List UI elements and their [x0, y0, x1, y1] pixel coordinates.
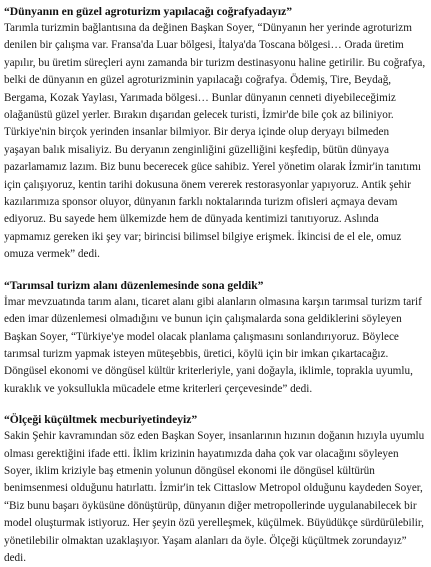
section-heading: “Ölçeği küçültmek mecburiyetindeyiz” [4, 413, 198, 427]
section-olcegi-kucultmek [4, 412, 427, 567]
section-heading: “Tarımsal turizm alanı düzenlemesinde sona geldik” [4, 278, 264, 292]
section-paragraph: Sakin Şehir kavramından söz eden Başkan Soyer, insanlarının hızının doğanın hızıyla uyumlu olması gerektiğini ifade etti. İklim krizinin hayatımızda daha çok var olacağını söyleyen Soyer, iklim kriziyle baş etmenin yolunun döngüsel ekonomi ile döngüsel kültürün benimsenmesi olduğunu hatırlattı. İzmir'in tek Cittaslow Metropol olduğunu kaydeden Soyer, “Biz bunu başarı öyküsüne dönüştürüp, dünyanın diğer metropollerinde uygulanabilecek bir model oluşturmak istiyoruz. Her şeyin özü yerelleşmek, küçülmek. Büyüdükçe sürdürülebilir, yönetilebilir olmaktan uzaklaşıyor. Yaşam alanları da öyle. Ölçeği küçültmek zorundayız” dedi. [4, 430, 425, 564]
section-tarimsal-turizm [4, 278, 427, 398]
section-paragraph: İmar mevzuatında tarım alanı, ticaret alanı gibi alanların olmasına karşın tarımsal turizm tarif eden imar düzenlemesi olmadığını ve bunun için çalışmalarda sona geldiklerini söyleyen Başkan Soyer, “Türkiye'ye model olacak planlama çalışmasını sonlandırıyoruz. Böylece tarımsal turizm yapmak isteyen müteşebbis, üretici, köylü için bir imkan çıkartacağız. Döngüsel ekonomi ve döngüsel kültür kriterleriyle, yani doğayla, iklimle, toprakla uyumlu, kuraklık ve yoksullukla mücadele etme kriterleri çerçevesinde” dedi. [4, 295, 422, 395]
section-agroturizm [4, 4, 427, 264]
section-paragraph: Tarımla turizmin bağlantısına da değinen Başkan Soyer, “Dünyanın her yerinde agroturizm denilen bir çalışma var. Fransa'da Luar bölgesi, İtalya'da Toscana bölgesi… Orada üretim yapılır, bu üretim süreçleri aynı zamanda bir turizm destinasyonu haline getirilir. Bu coğrafya, belki de dünyanın en güzel agroturizminin yapılacağı coğrafya. Ödemiş, Tire, Beydağ, Bergama, Kozak Yaylası, Yarımada bölgesi… Bunlar dünyanın cenneti diyebileceğimiz olağanüstü güzel yerler. Bırakın dışarıdan gelecek turisti, İzmir'de bile çok az biliniyor. Türkiye'nin birçok yerinden insanlar bilmiyor. Bir derya içinde olup deryayı bilmeden yaşayan balık misaliyiz. Bu deryanın zenginliğini güzelliğini keşfedip, bütün dünyaya pazarlamamız lazım. Biz bunu becerecek güce sahibiz. Yerel yönetim olarak İzmir'in tanıtımı için çalışıyoruz, kentin tarihi dokusuna önem vererek restorasyonlar yapıyoruz. Antik şehir kazılarımıza sponsor oluyor, dünyanın farklı noktalarında turizm ofisleri açmaya devam ediyoruz. Bu sayede hem ülkemizde hem de dünyada kentimizi tanıtıyoruz. Aslında yapmamız gereken iki şey var; birincisi bilimsel bilgiye erişmek. İkincisi de el ele, omuz omuza vermek” dedi. [4, 22, 426, 261]
section-heading: “Dünyanın en güzel agroturizm yapılacağı coğrafyadayız” [4, 5, 293, 18]
